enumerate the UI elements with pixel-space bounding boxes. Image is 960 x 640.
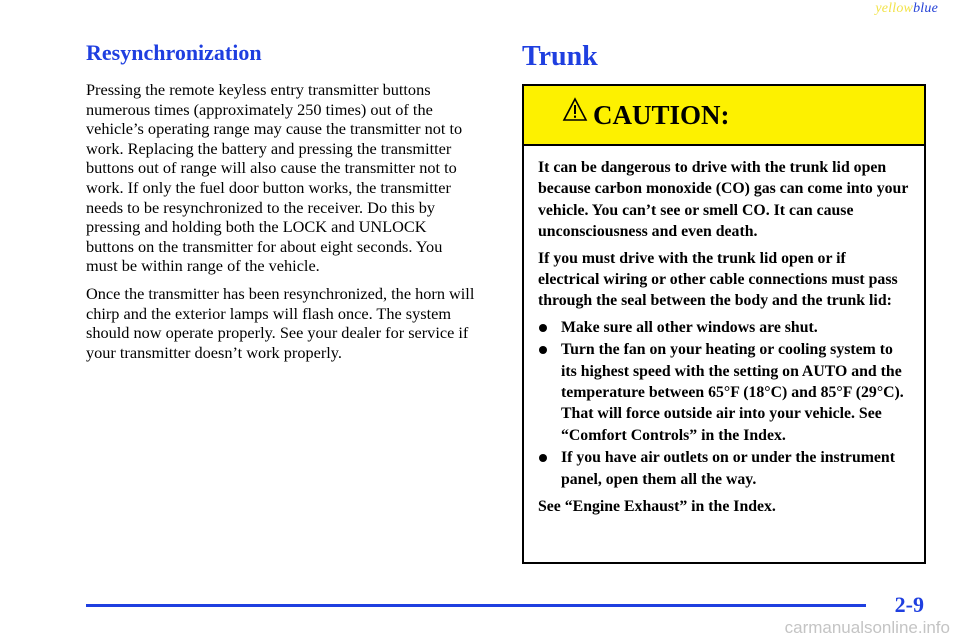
- caution-title: CAUTION:: [593, 100, 730, 130]
- page-number: 2-9: [894, 592, 924, 617]
- bullet-dot-icon: [539, 454, 547, 462]
- bullet-text: Make sure all other windows are shut.: [561, 318, 818, 336]
- caution-paragraph: It can be dangerous to drive with the trunk lid open because carbon monoxide (CO) gas can come into your vehicle. You can’t see or smell CO. It can cause unconsciousness and even death.: [538, 159, 909, 241]
- caution-bullet-item: [538, 339, 910, 446]
- caution-footer: See “Engine Exhaust” in the Index.: [538, 498, 776, 516]
- right-column: [522, 40, 930, 74]
- caution-header: [524, 86, 924, 146]
- left-column: [86, 40, 478, 370]
- bullet-dot-icon: [539, 346, 547, 354]
- watermark: carmanualsonline.info: [784, 618, 950, 637]
- brand-yellow-text: yellow: [875, 1, 914, 16]
- caution-paragraph: If you must drive with the trunk lid open or if electrical wiring or other cable connections must pass through the seal between the body and the trunk lid:: [538, 249, 898, 310]
- bullet-dot-icon: [539, 324, 547, 332]
- body-paragraph: Pressing the remote keyless entry transmitter buttons numerous times (approximately 250 times) out of the vehicle’s operating range may cause the transmitter not to work. Replacing the battery and pressing the transmitter buttons out of range will also cause the transmitter not to work. If only the fuel door button works, the transmitter needs to be resynchronized to the receiver. Do this by pressing and holding both the LOCK and UNLOCK buttons on the transmitter for about eight seconds. You must be within range of the vehicle.: [86, 80, 463, 276]
- caution-bullet-list: [538, 317, 910, 490]
- bottom-rule-divider: [86, 604, 866, 607]
- warning-triangle-icon: [562, 97, 588, 122]
- bullet-text: Turn the fan on your heating or cooling system to its highest speed with the setting on AUTO and the temperature between 65°F (18°C) and 85°F (29°C). That will force outside air into your vehicle. See “Comfort Controls” in the Index.: [561, 341, 904, 444]
- body-paragraph: Once the transmitter has been resynchronized, the horn will chirp and the exterior lamps will flash once. The system should now operate properly. See your dealer for service if your transmitter doesn’t work properly.: [86, 283, 475, 362]
- caution-bullet-item: [538, 317, 910, 338]
- caution-body: [524, 146, 924, 518]
- section-heading-trunk: Trunk: [522, 41, 598, 72]
- caution-box: [522, 84, 926, 564]
- bullet-text: If you have air outlets on or under the instrument panel, open them all the way.: [561, 449, 895, 488]
- section-heading-resynchronization: Resynchronization: [86, 40, 262, 65]
- brand-mark: [875, 1, 938, 17]
- brand-blue-text: blue: [913, 1, 938, 16]
- caution-bullet-item: [538, 447, 910, 490]
